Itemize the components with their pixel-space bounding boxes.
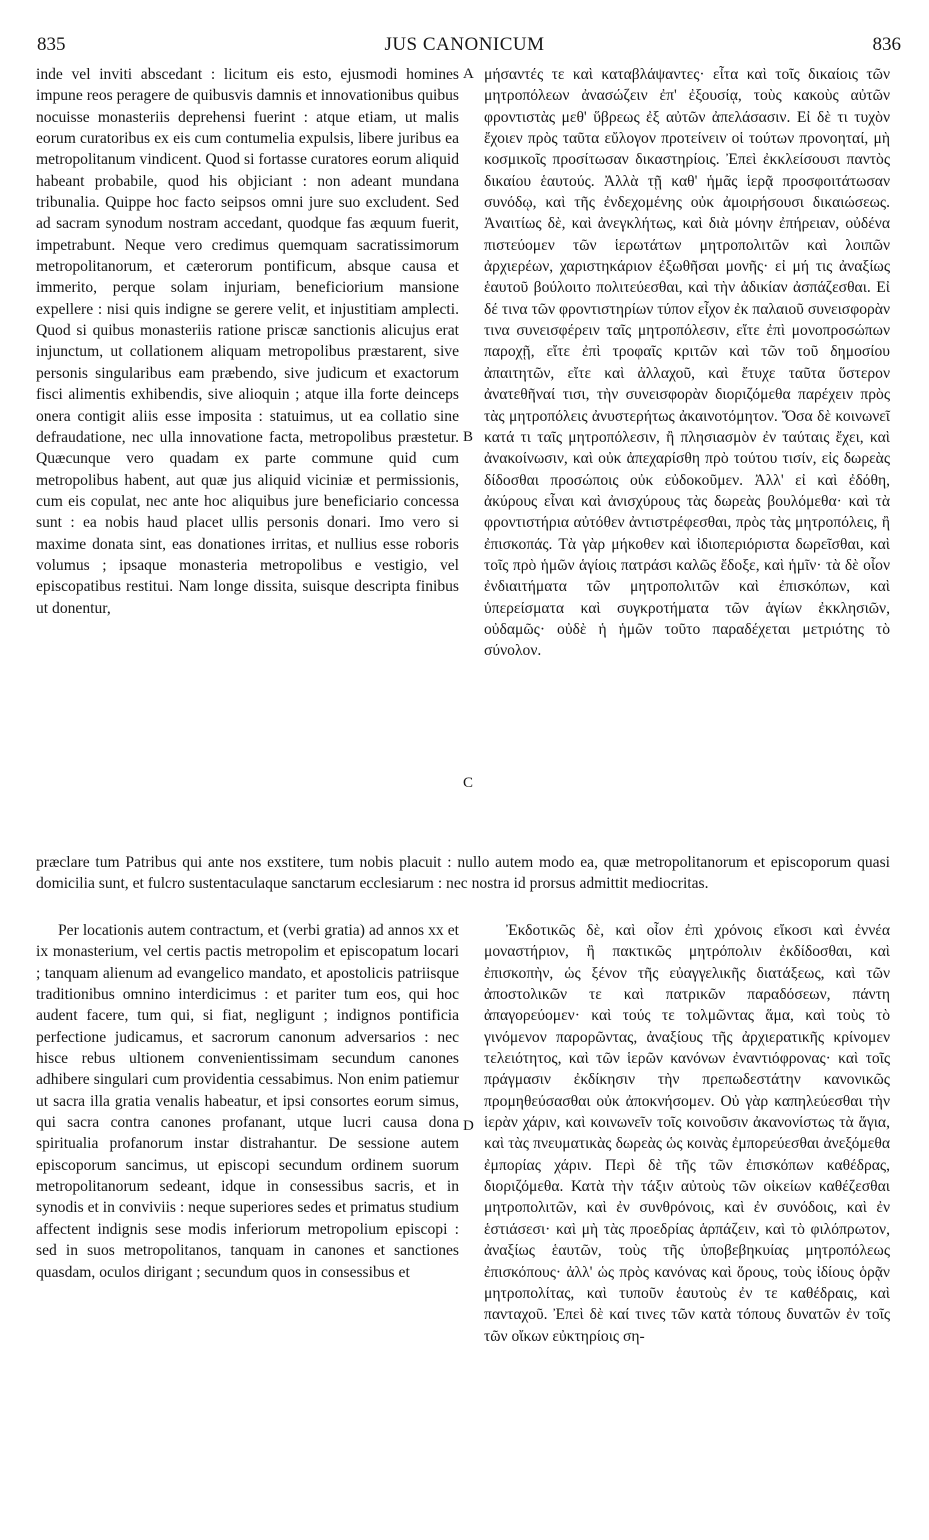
section-marker-d: D — [463, 1118, 474, 1134]
latin-spanning-text — [36, 852, 890, 895]
latin-text-bottom: Per locationis autem contractum, et (verbi gratia) ad annos xx et ix monasterium, vel certis pactis metropolim et episcopatum locari ; tanquam alienum ad evangelico mandato, et apostolicis patriisque traditionibus omnino interdicimus : et pariter tum eos, qui hoc audent facere, tum qui, si fiat, negligunt ; indignos pontificia perfectione judicamus, et sacrorum canonum adversarios : nec hisce rebus ultionem convenientissimam secundum canones adhibere singulari cum providentia cessabimus. Non enim patiemur ut sacra illa gratia venalis habeatur, et ipsi consortes eorum simus, qui sacra contra canones profanant, utque lucri causa dona spiritualia profanorum instar distrahantur. De sessione autem episcoporum sancimus, ut episcopi secundum ordinem suorum metropolitanorum sedeant, idque in consessibus sacris, et in synodis et in conviviis : neque superiores sedes et primatus studium affectent indignis sese modis inferiorum metropolium episcopi : sed in suos metropolitanos, tanquam in canones et sanctiones quasdam, oculos dirigant ; secundum quos in consessibus et — [36, 922, 459, 1281]
greek-text-bottom: Ἐκδοτικῶς δὲ, καὶ οἷον ἐπὶ χρόνοις εἴκοσι καὶ ἐννέα μοναστήριον, ἢ πακτικῶς μητρόπολιν ἐκδίδοσθαι, καὶ ἐπισκοπὴν, ὡς ξένον τῆς εὐαγγελικῆς διατάξεως, καὶ τῶν ἀποστολικῶν τε καὶ πατρικῶν παραδόσεων, πάντη ἀπαγορεύομεν· καὶ τούς τε τολμῶντας ἅμα, καὶ τοὺς τὸ γινόμενον παρορῶντας, ἀναξίους τῆς ἀρχιερατικῆς κρίνομεν τελειότητος, καὶ τῶν ἱερῶν κανόνων ἐναντιόφρονας· καὶ τοῖς πράγμασιν ἐκδίκησιν τὴν πρεπωδεστάτην κανονικῶς προμηθεύσασθαι οὐκ ἀποκνήσομεν. Οὐ γὰρ καπηλεύεσθαι τὴν ἱερὰν χάριν, καὶ κοινωνεῖν τοῖς κοινοῦσιν ἀκανονίστως τὰ ἅγια, καὶ τὰς πνευματικὰς δωρεὰς ὡς κοινὰς ἐμπορεύεσθαι ἀνεξόμεθα ἐμπορίας χάριν. Περὶ δὲ τῆς τῶν ἐπισκόπων καθέδρας, διοριζόμεθα. Κατὰ τὴν τάξιν αὐτοὺς τῶν οἰκείων καθέζεσθαι μητροπολιτῶν, καὶ ἐν συνθρόνοις, καὶ ἐν συνόδοις, καὶ ἐν ἑστιάσεσι· καὶ μὴ τὰς προεδρίας ἁρπάζειν, καὶ τὸ φιλόπρωτον, ἀναξίως ἑαυτῶν, τοὺς τῆς ὑποβεβηκυίας μητροπόλεως ἐπισκόπους· ἀλλ' ὡς πρὸς κανόνας καὶ ὅρους, τοὺς ἰδίους ὁρᾷν μητροπολίτας, καὶ τυποῦν ἑαυτοὺς ἐν τε καθέδραις, καὶ πανταχοῦ. Ἐπεὶ δὲ καί τινες τῶν κατὰ τόπους δυνατῶν ἐν τοῖς τῶν οἴκων εὐκτηρίοις ση- — [484, 922, 890, 1345]
section-marker-b: B — [463, 429, 474, 445]
greek-text-top: μήσαντές τε καὶ καταβλάψαντες· εἶτα καὶ τοῖς δικαίοις τῶν μητροπόλεων ἀνασώζειν ἐπ' ἐξουσίᾳ, τοὺς κακοὺς αὐτῶν φροντιστὰς μεθ' ὕβρεως ἐξ αὐτῶν ἀπελάσασιν. Εἰ δὲ τι τυχὸν ἔχοιεν πρὸς ταῦτα εὔλογον προτείνειν οἱ τούτων προνοηταί, μὴ κοσμικοῖς προσίτωσαν δικαστηρίοις. Ἐπεὶ ἐκκλείσουσι παντὸς δικαίου ἑαυτούς. Ἀλλὰ τῇ καθ' ἡμᾶς ἱερᾷ προσφοιτάτωσαν συνόδῳ, καὶ τῆς ἐνδεχομένης οὐκ ἀμοιρήσουσι δικαιώσεως. Ἀναιτίως δὲ, καὶ ἀνεγκλήτως, καὶ διὰ μόνην ἐπήρειαν, οὐδένα πιστεύομεν τῶν ἱερωτάτων μητροπολιτῶν καὶ λοιπῶν ἀρχιερέων, χαριστηκάριον ἐξωθῆσαι μονῆς· εἰ μή τις ἀναξίως ἑαυτοῦ βούλοιτο πολιτεύεσθαι, καὶ τὴν ἀδικίαν ἀσπάζεσθαι. Εἰ δέ τινα τῶν φροντιστηρίων τύπον εἶχον ἐκ παλαιοῦ συνεισφορὰν τινα συνεισφέρειν ταῖς μητροπόλεσιν, εἴτε ἐπὶ μονοπροσώπων παροχῇ, εἴτε ἐπὶ τροφαῖς κριτῶν καὶ τῶν τοῦ δημοσίου ἀπαιτητῶν, εἴτε καὶ ἀλλαχοῦ, καὶ ἔτυχε ταῦτα ὕστερον ἀνατεθῆναί τισι, τὴν συνεισφορὰν διοριζόμεθα παρέχειν πρὸς τὰς μητροπόλεις ἀνυστερήτως ἀκαινοτόμητον. Ὅσα δὲ κοινωνεῖ κατά τι ταῖς μητροπόλεσιν, ἢ πλησιασμὸν ἐν ταύταις ἔχει, καὶ ἀνακοίνωσιν, καὶ οὐκ ἀπεχαρίσθη πρὸ τούτου τισίν, εἰς δωρεὰς δίδοσθαι προσώποις οὐκ εὐδοκοῦμεν. Ἀλλ' εἰ καὶ ἐδόθη, ἀκύρους εἶναι καὶ ἀνισχύρους τὰς δωρεὰς βουλόμεθα· καὶ τὰ φροντιστήρια αὐτόθεν ἀντιστρέφεσθαι, πρὸς τὰς μητροπόλεις, ἢ ἐπισκοπάς. Τὰ γὰρ μήκοθεν καὶ ἰδιοπεριόριστα δωρεῖσθαι, καὶ τοῖς πρὸ ἡμῶν ἁγίοις πατράσι καλῶς ἔδοξε, καὶ ἡμῖν· τὰ δὲ οἷον ἐνδιαιτήματα τῶν μητροπολιτῶν καὶ ἐπισκόπων, καὶ ὑπερείσματα καὶ συγκροτήματα τῶν ἁγίων ἐκκλησιῶν, οὐδαμῶς· οὐδὲ ἡ ἡμῶν τοῦτο παραδέχεται μετριότης τὸ σύνολον. — [484, 66, 890, 660]
greek-column-bottom — [484, 920, 890, 1347]
page-number-right: 836 — [872, 34, 901, 55]
latin-join-text: præclare tum Patribus qui ante nos exstitere, tum nobis placuit : nullo autem modo ea, quæ metropolitanorum et episcoporum quasi domicilia sunt, et fulcro sustentaculaque sanctarum ecclesiarum : nec nostra id prorsus admittit mediocritas. — [36, 854, 890, 893]
section-marker-a: A — [463, 66, 474, 82]
latin-column-bottom — [36, 920, 459, 1283]
latin-column-top — [36, 64, 459, 619]
greek-column-top — [484, 64, 890, 662]
running-title: JUS CANONICUM — [384, 34, 545, 55]
page-number-left: 835 — [37, 34, 66, 55]
section-marker-c: C — [463, 775, 474, 791]
latin-text-top: inde vel inviti abscedant : licitum eis esto, ejusmodi homines impune reos peragere de quibusvis damnis et innovationibus quibus nocuisse monasteriis deprehensi fuerint : atque etiam, ut malis eorum curatoribus ex eis cum contumelia expulsis, libere juribus ea metropolitanum vindicent. Quod si fortasse curatores eorum aliquid habeant probabile, quod his objiciant : non adeant mundana tribunalia. Quippe hoc facto seipsos omni jure suo excludent. Sed ad sacram synodum nostram accedant, quodque fas æquum fuerit, impetrabunt. Neque vero credimus quemquam sacratissimorum metropolitanorum, et cæterorum pontificum, absque causa et immerito, perque solam injuriam, beneficiorium mansione expellere : nisi quis indigne se gerere velit, et injustitiam amplecti. Quod si quibus monasteriis ratione priscæ sanctionis alicujus erat injunctum, ut collationem aliquam metropolibus præstarent, sive personis singularibus eam præbendo, sive judicum et exactorum fisci alimentis exhibendis, sive alioquin ; atque illa forte deinceps onera contigit aliis esse imposita : statuimus, ut ea collatio sine defraudatione, nec ulla innovatione facta, metropolibus præstetur. Quæcunque vero quadam ex parte commune quid cum metropolibus habent, aut quæ jus aliquid viciniæ et permissionis, cum eis copulat, nec ante hoc aliquibus jure beneficiario concessa sunt : ea nobis haud placet ullis personis donari. Imo vero si maxime donata sint, eas donationes irritas, et nullius esse roboris volumus ; ipsaque monasteria metropolibus e vestigio, vel episcopatibus restitui. Nam longe dissita, suisque descripta finibus ut donentur, — [36, 66, 459, 617]
